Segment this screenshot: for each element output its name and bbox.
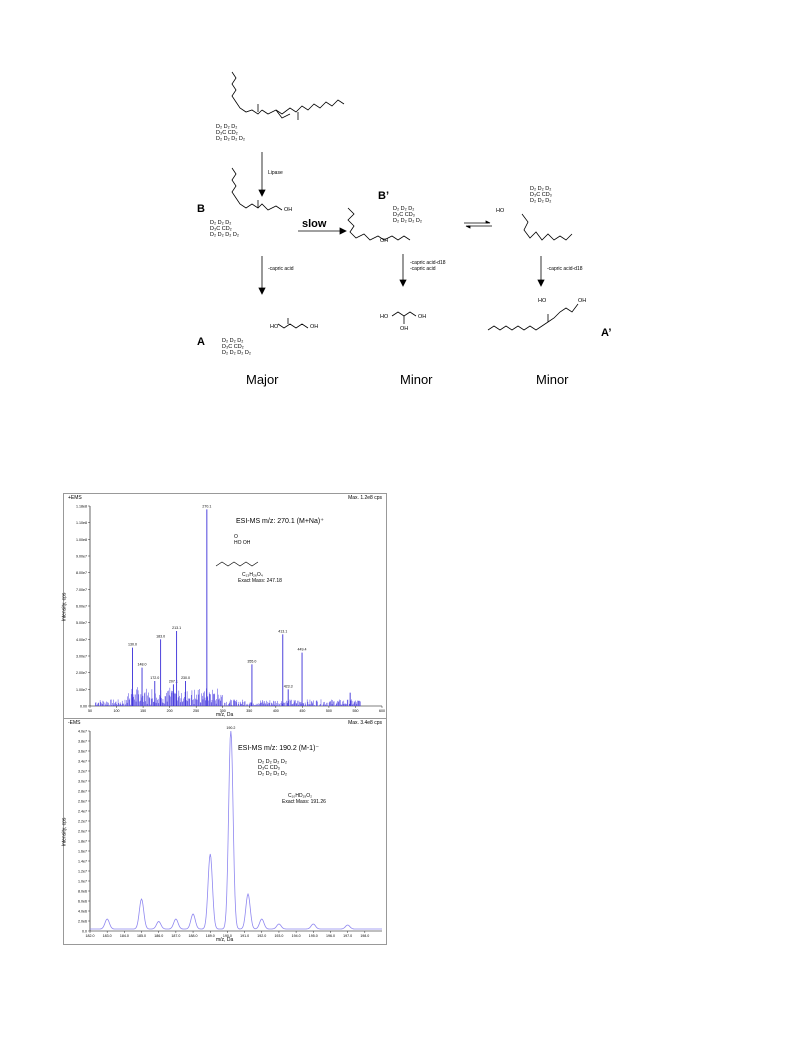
right-ho: HO <box>496 208 505 214</box>
bprime-d-chain: D₂ D₂ D₂ D₃C CD₃ D₂ D₂ D₂ D₂ <box>393 206 423 224</box>
a-ho: HO <box>270 324 279 330</box>
capric-acid-label-2: -capric acid <box>410 266 436 272</box>
x-tick-label: 350 <box>246 709 253 713</box>
y-tick-label: 4.0e6 <box>78 909 87 914</box>
label-aprime: A’ <box>601 327 612 339</box>
caption-major: Major <box>246 372 279 387</box>
peak-label: 355.0 <box>247 659 257 664</box>
glycerol-ho: HO <box>380 314 389 320</box>
peak-label: 423.3 <box>283 684 293 689</box>
x-tick-label: 550 <box>352 709 359 713</box>
x-tick-label: 189.0 <box>205 934 215 938</box>
glycerol-oh-bottom: OH <box>400 326 409 332</box>
profile-line <box>90 731 382 929</box>
x-tick-label: 200 <box>166 709 173 713</box>
x-tick-label: 183.0 <box>102 934 112 938</box>
x-tick-label: 186.0 <box>154 934 164 938</box>
caption-minor-1: Minor <box>400 372 433 387</box>
spectrum-1-panel <box>63 493 387 720</box>
aprime-oh: OH <box>578 298 587 304</box>
y-tick-label: 1.2e7 <box>78 869 87 874</box>
peak-label: 213.1 <box>172 626 182 630</box>
spectrum-2-title: ESI-MS m/z: 190.2 (M-1)⁻ <box>238 745 320 752</box>
spectrum-2-max: Max. 3.4e8 cps <box>348 720 382 726</box>
y-tick-label: 3.8e7 <box>78 739 87 744</box>
reaction-scheme <box>0 0 793 420</box>
peak-label: 230.0 <box>181 676 191 680</box>
b-oh: OH <box>284 207 293 213</box>
spectrum-2-structure: D₂ D₂ D₂ D₂ D₃C CD₃ D₂ D₂ D₂ D₂ <box>258 759 288 777</box>
x-tick-label: 195.0 <box>308 934 318 938</box>
y-tick-label: 2.0e6 <box>78 919 87 924</box>
y-tick-label: 1.10e8 <box>76 521 87 526</box>
slow-label: slow <box>302 218 327 230</box>
peak-label: 270.1 <box>202 504 212 509</box>
x-tick-label: 600 <box>379 709 385 713</box>
y-tick-label: 1.00e8 <box>76 537 87 542</box>
glycerol-skeleton <box>392 312 416 316</box>
x-tick-label: 193.0 <box>274 934 284 938</box>
x-tick-label: 500 <box>325 709 332 713</box>
y-tick-label: 6.00e7 <box>76 604 87 609</box>
capric-acid-d18-label-2: -capric acid-d18 <box>547 266 583 272</box>
x-tick-label: 250 <box>193 709 200 713</box>
y-tick-label: 1.0e7 <box>78 879 87 884</box>
y-tick-label: 3.00e7 <box>76 654 87 659</box>
spectrum-1-ylabel: Intensity, cps <box>61 592 68 622</box>
y-tick-label: 9.00e7 <box>76 554 87 559</box>
x-tick-label: 188.0 <box>188 934 198 938</box>
capric-acid-label: -capric acid <box>268 266 294 272</box>
x-tick-label: 198.0 <box>360 934 370 938</box>
peak-label: 172.0 <box>150 676 160 680</box>
y-tick-label: 3.6e7 <box>78 749 87 754</box>
spectrum-1-formula: C₁₃H₂₆O₄ <box>242 572 263 578</box>
right-compound-chain <box>522 214 572 240</box>
right-d-chain: D₂ D₂ D₂ D₃C CD₃ D₂ D₂ D₂ <box>530 186 552 204</box>
x-tick-label: 191.0 <box>240 934 250 938</box>
spectrum-1-structure: O HO OH <box>234 534 251 546</box>
y-tick-label: 2.2e7 <box>78 819 87 824</box>
y-tick-label: 2.8e7 <box>78 789 87 794</box>
y-tick-label: 3.2e7 <box>78 769 87 774</box>
y-tick-label: 3.0e7 <box>78 779 87 784</box>
x-tick-label: 185.0 <box>137 934 147 938</box>
a-d-chain: D₂ D₂ D₂ D₃C CD₂ D₂ D₂ D₂ D₂ <box>222 338 252 356</box>
capric-acid-d18-label-1: -capric acid-d18 <box>410 260 446 266</box>
y-tick-label: 4.00e7 <box>76 637 87 642</box>
y-tick-label: 1.18e8 <box>76 504 87 509</box>
peak-label: 148.0 <box>137 662 147 667</box>
bprime-oh: OH <box>380 238 389 244</box>
y-tick-label: 1.6e7 <box>78 849 87 854</box>
x-tick-label: 100 <box>113 709 120 713</box>
compound-a-skeleton <box>278 324 308 328</box>
a-oh: OH <box>310 324 319 330</box>
x-tick-label: 196.0 <box>325 934 335 938</box>
lipase-label: Lipase <box>268 170 283 176</box>
spectrum-2-ylabel: Intensity, cps <box>61 817 68 847</box>
y-tick-label: 2.0e7 <box>78 829 87 834</box>
spectrum-2-mode: -EMS <box>68 720 81 726</box>
x-tick-label: 182.0 <box>85 934 95 938</box>
peak-label: 207.1 <box>168 679 178 684</box>
y-tick-label: 1.8e7 <box>78 839 87 844</box>
spectrum-1-xlabel: m/z, Da <box>216 712 234 718</box>
y-tick-label: 8.00e7 <box>76 571 87 576</box>
label-b: B <box>197 203 205 215</box>
x-tick-label: 197.0 <box>343 934 353 938</box>
spectrum-1-exact-mass: Exact Mass: 247.18 <box>238 578 282 584</box>
aprime-ho: HO <box>538 298 547 304</box>
b-d-chain: D₂ D₂ D₂ D₃C CD₂ D₂ D₂ D₂ D₂ <box>210 220 240 238</box>
y-tick-label: 8.0e6 <box>78 889 87 894</box>
y-tick-label: 2.4e7 <box>78 809 87 814</box>
spectrum-1-chart <box>64 494 386 719</box>
x-tick-label: 400 <box>272 709 279 713</box>
x-tick-label: 300 <box>219 709 226 713</box>
x-tick-label: 187.0 <box>171 934 181 938</box>
peak-label: 449.4 <box>297 647 307 652</box>
compound-aprime-chain <box>488 304 578 330</box>
y-tick-label: 0.0 <box>82 929 87 934</box>
y-tick-label: 3.4e7 <box>78 759 87 764</box>
x-tick-label: 50 <box>88 709 92 713</box>
y-tick-label: 2.00e7 <box>76 671 87 676</box>
peak-label: 183.0 <box>156 634 166 639</box>
x-tick-label: 150 <box>140 709 147 713</box>
y-tick-label: 1.4e7 <box>78 859 87 864</box>
peak-label: 190.2 <box>226 726 236 730</box>
spectrum-1-mode: +EMS <box>68 495 82 501</box>
peak-label: 413.1 <box>278 629 288 634</box>
x-tick-label: 192.0 <box>257 934 267 938</box>
y-tick-label: 4.0e7 <box>78 729 87 734</box>
y-tick-label: 1.00e7 <box>76 687 87 692</box>
label-bprime: B’ <box>378 190 389 202</box>
peak-label: 130.0 <box>127 642 137 647</box>
triglyceride-chain-2 <box>276 100 344 114</box>
x-tick-label: 194.0 <box>291 934 301 938</box>
y-tick-label: 2.6e7 <box>78 799 87 804</box>
y-tick-label: 6.0e6 <box>78 899 87 904</box>
top-triglyceride-d-chain: D₂ D₂ D₂ D₃C CD₂ D₂ D₂ D₂ D₂ <box>216 124 246 142</box>
y-tick-label: 7.00e7 <box>76 587 87 592</box>
spectrum-2-exact-mass: Exact Mass: 191.26 <box>282 799 326 805</box>
x-tick-label: 184.0 <box>119 934 129 938</box>
spectrum-2-xlabel: m/z, Da <box>216 937 234 943</box>
spectrum-2-panel <box>63 718 387 945</box>
y-tick-label: 0.00 <box>80 704 87 709</box>
caption-minor-2: Minor <box>536 372 569 387</box>
spectrum-1-title: ESI-MS m/z: 270.1 (M+Na)⁺ <box>236 518 324 525</box>
spectrum-2-formula: C₁₀HD₁₉O₂ <box>288 793 313 799</box>
x-tick-label: 190.0 <box>222 934 232 938</box>
spectrum-1-max: Max. 1.2e8 cps <box>348 495 382 501</box>
x-tick-label: 450 <box>299 709 306 713</box>
label-a: A <box>197 336 205 348</box>
triglyceride-chain-1 <box>232 72 262 114</box>
y-tick-label: 5.00e7 <box>76 621 87 626</box>
glycerol-oh: OH <box>418 314 427 320</box>
spectrum-2-chart <box>64 719 386 944</box>
